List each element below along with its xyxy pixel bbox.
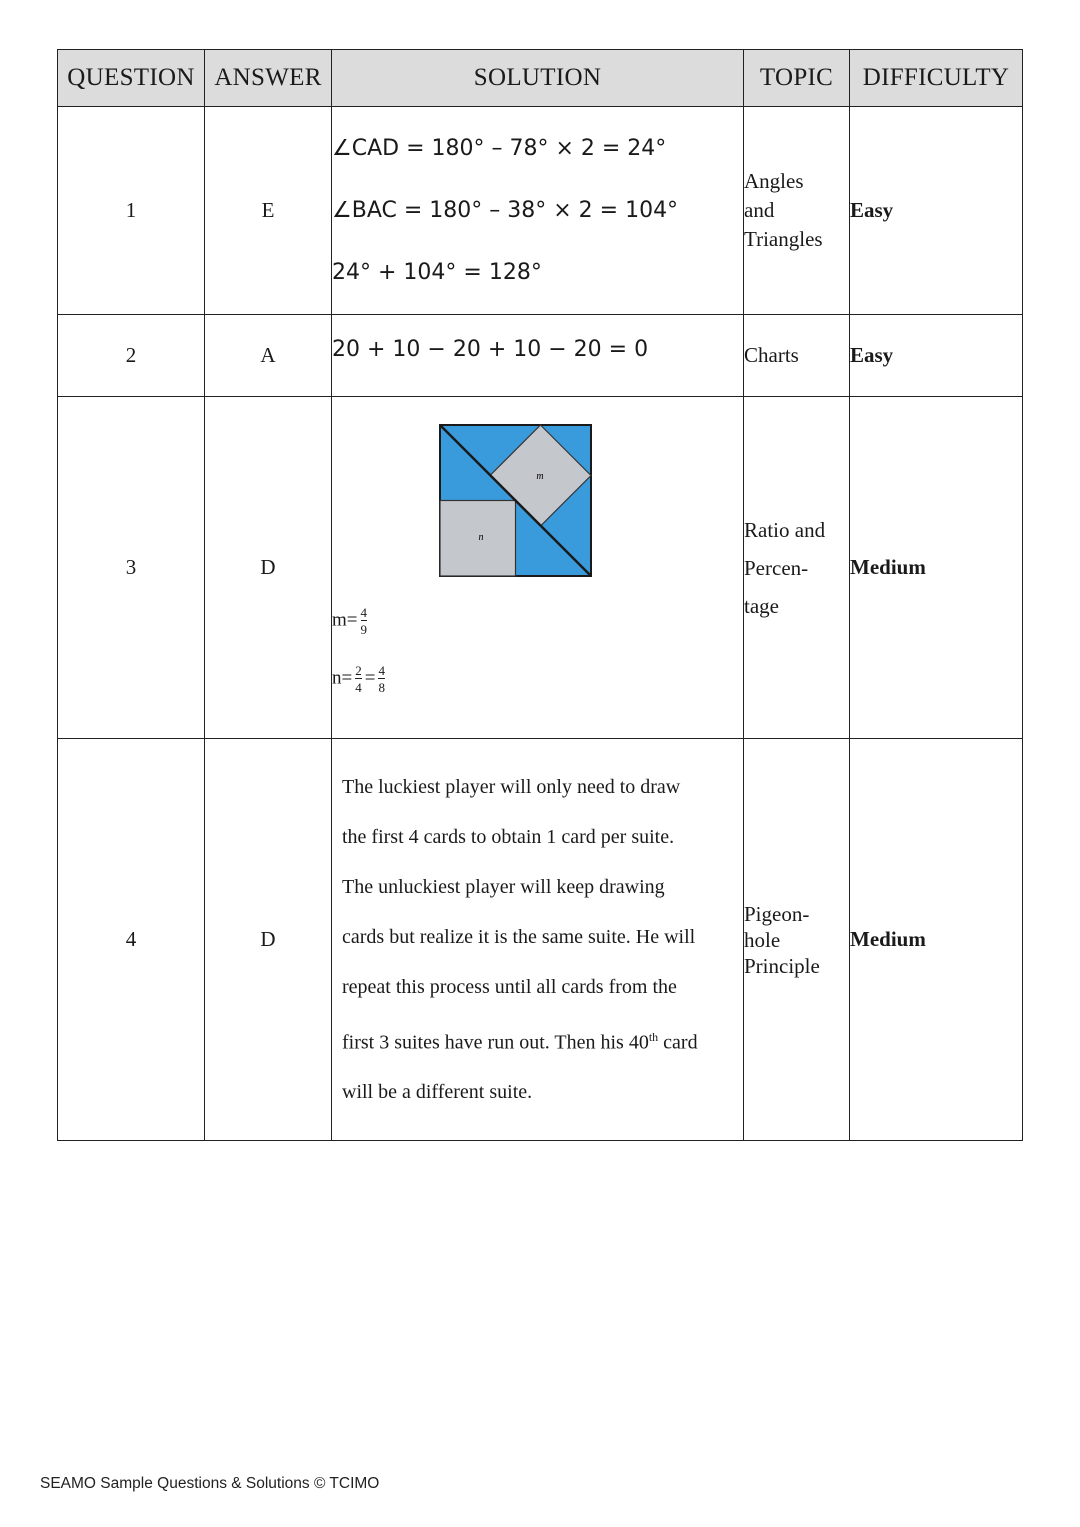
solution-cell — [332, 739, 744, 1141]
solution-line: ∠BAC = 180° – 38° × 2 = 104° — [332, 197, 679, 223]
answer-letter: A — [205, 315, 332, 397]
solution-cell — [332, 397, 744, 739]
topic-line: tage — [744, 593, 779, 618]
figure-label-m: m — [536, 471, 544, 482]
table-row — [58, 397, 1023, 739]
topic-line: Principle — [744, 953, 820, 978]
page-footer: SEAMO Sample Questions & Solutions © TCIMO — [40, 1475, 380, 1492]
solution-line: 20 + 10 − 20 + 10 − 20 = 0 — [332, 337, 649, 362]
table-row — [58, 107, 1023, 315]
header-topic: TOPIC — [744, 50, 850, 107]
fraction-numerator: 4 — [378, 663, 385, 678]
figure-label-n: n — [478, 532, 484, 543]
answer-letter: D — [205, 739, 332, 1141]
topic-line: Charts — [744, 343, 799, 367]
question-number: 3 — [58, 397, 205, 739]
solution-n — [332, 663, 743, 695]
fraction — [361, 605, 368, 637]
topic-line: Angles — [744, 169, 804, 193]
question-number: 1 — [58, 107, 205, 315]
header-answer: ANSWER — [205, 50, 332, 107]
difficulty-cell: Easy — [850, 315, 1023, 397]
fraction — [378, 663, 385, 695]
solution-m-prefix: m= — [332, 609, 358, 631]
header-difficulty: DIFFICULTY — [850, 50, 1023, 107]
answer-letter: E — [205, 107, 332, 315]
solution-line-text: first 3 suites have run out. Then his 40 — [342, 1031, 649, 1054]
solution-line: the first 4 cards to obtain 1 card per suite. — [342, 825, 675, 848]
solution-line: repeat this process until all cards from the — [342, 975, 677, 998]
equals-sign: = — [364, 667, 376, 689]
solution-line: The unluckiest player will keep drawing — [342, 875, 665, 898]
fraction-numerator: 4 — [360, 605, 367, 620]
solution-cell — [332, 315, 744, 397]
topic-line: Ratio and — [744, 517, 826, 542]
square-figure — [332, 397, 732, 587]
solution-m — [332, 605, 743, 645]
header-question: QUESTION — [58, 50, 205, 107]
topic-line: hole — [744, 927, 781, 952]
topic-line: Pigeon- — [744, 901, 810, 926]
fraction — [355, 663, 362, 695]
ordinal-suffix: th — [648, 1029, 659, 1044]
answer-letter: D — [205, 397, 332, 739]
topic-cell — [744, 107, 850, 315]
solution-line: ∠CAD = 180° – 78° × 2 = 24° — [332, 135, 667, 161]
topic-cell — [744, 397, 850, 739]
topic-line: Percen- — [744, 555, 809, 580]
table-row — [58, 315, 1023, 397]
question-number: 2 — [58, 315, 205, 397]
fraction-denominator: 4 — [355, 680, 362, 695]
difficulty-cell: Medium — [850, 397, 1023, 739]
solution-line-text: card — [658, 1031, 698, 1054]
fraction-denominator: 9 — [360, 622, 367, 637]
solution-n-prefix: n= — [332, 667, 353, 689]
solution-line: The luckiest player will only need to draw — [342, 775, 681, 798]
solutions-table — [57, 49, 1023, 1141]
solution-line — [342, 1012, 743, 1068]
solution-cell — [332, 107, 744, 315]
topic-cell — [744, 315, 850, 397]
header-row — [58, 50, 1023, 107]
table-row — [58, 739, 1023, 1141]
solution-line: will be a different suite. — [342, 1081, 533, 1104]
topic-line: and — [744, 198, 775, 222]
difficulty-cell: Medium — [850, 739, 1023, 1141]
topic-line: Triangles — [744, 227, 823, 251]
fraction-numerator: 2 — [355, 663, 362, 678]
solution-line: cards but realize it is the same suite. He will — [342, 925, 696, 948]
question-number: 4 — [58, 739, 205, 1141]
solution-line: 24° + 104° = 128° — [332, 259, 542, 285]
topic-cell — [744, 739, 850, 1141]
fraction-denominator: 8 — [378, 680, 385, 695]
header-solution: SOLUTION — [332, 50, 744, 107]
difficulty-cell: Easy — [850, 107, 1023, 315]
